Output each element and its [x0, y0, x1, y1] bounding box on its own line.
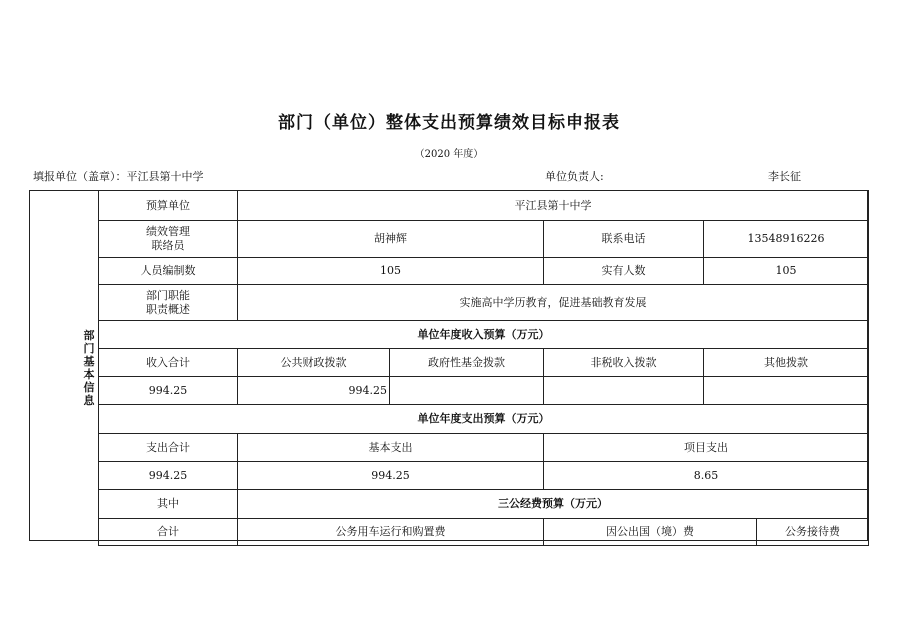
expense-value-total: 994.25 [99, 462, 238, 490]
duty-label-line1: 部门职能 [146, 288, 190, 302]
side-label: 部门基本信息 [83, 329, 95, 407]
income-header-total: 收入合计 [99, 349, 238, 377]
income-value-fund [390, 377, 544, 405]
duty-label [99, 285, 238, 321]
income-header-fund: 政府性基金拨款 [390, 349, 544, 377]
page-title: 部门（单位）整体支出预算绩效目标申报表 [278, 113, 620, 133]
table-row [99, 258, 869, 285]
sangong-section-title: 三公经费预算（万元） [238, 490, 869, 519]
staff-quota-label: 人员编制数 [99, 258, 238, 285]
table-row [99, 321, 869, 349]
sangong-header-reception: 公务接待费 [757, 519, 869, 546]
staff-quota-value: 105 [238, 258, 544, 285]
budget-unit-label: 预算单位 [99, 191, 238, 221]
table-row [99, 462, 869, 490]
responsible-label: 单位负责人: [545, 170, 604, 183]
table-row [99, 405, 869, 434]
duty-label-line2: 职责概述 [146, 302, 190, 316]
income-value-total: 994.25 [99, 377, 238, 405]
responsible-name: 李长征 [768, 170, 801, 183]
income-value-other [704, 377, 869, 405]
income-header-public: 公共财政拨款 [238, 349, 390, 377]
table-row [99, 519, 869, 546]
expense-header-project: 项目支出 [544, 434, 869, 462]
table-row [99, 221, 869, 258]
budget-table [98, 190, 869, 546]
actual-staff-value: 105 [704, 258, 869, 285]
expense-section-title: 单位年度支出预算（万元） [99, 405, 869, 434]
expense-value-project: 8.65 [544, 462, 869, 490]
contact-name: 胡神辉 [238, 221, 544, 258]
income-value-nontax [544, 377, 704, 405]
contact-label-line2: 联络员 [151, 239, 185, 252]
income-header-nontax: 非税收入拨款 [544, 349, 704, 377]
expense-value-basic: 994.25 [238, 462, 544, 490]
sangong-prefix: 其中 [99, 490, 238, 519]
sangong-header-vehicle: 公务用车运行和购置费 [238, 519, 544, 546]
sangong-header-total: 合计 [99, 519, 238, 546]
income-value-public: 994.25 [238, 377, 390, 405]
duty-value: 实施高中学历教育，促进基础教育发展 [238, 285, 869, 321]
phone-label: 联系电话 [544, 221, 704, 258]
income-section-title: 单位年度收入预算（万元） [99, 321, 869, 349]
table-row [99, 191, 869, 221]
sangong-header-abroad: 因公出国（境）费 [544, 519, 757, 546]
table-row [99, 349, 869, 377]
actual-staff-label: 实有人数 [544, 258, 704, 285]
year-label: （2020 年度） [414, 149, 484, 160]
fill-unit: 填报单位（盖章）：平江县第十中学 [33, 170, 204, 183]
income-header-other: 其他拨款 [704, 349, 869, 377]
phone-value: 13548916226 [704, 221, 869, 258]
budget-unit-value: 平江县第十中学 [238, 191, 869, 221]
table-row [99, 377, 869, 405]
expense-header-basic: 基本支出 [238, 434, 544, 462]
table-row [99, 285, 869, 321]
contact-label-line1: 绩效管理 [146, 225, 190, 238]
table-row [99, 490, 869, 519]
contact-label [99, 221, 238, 258]
expense-header-total: 支出合计 [99, 434, 238, 462]
table-row [99, 434, 869, 462]
